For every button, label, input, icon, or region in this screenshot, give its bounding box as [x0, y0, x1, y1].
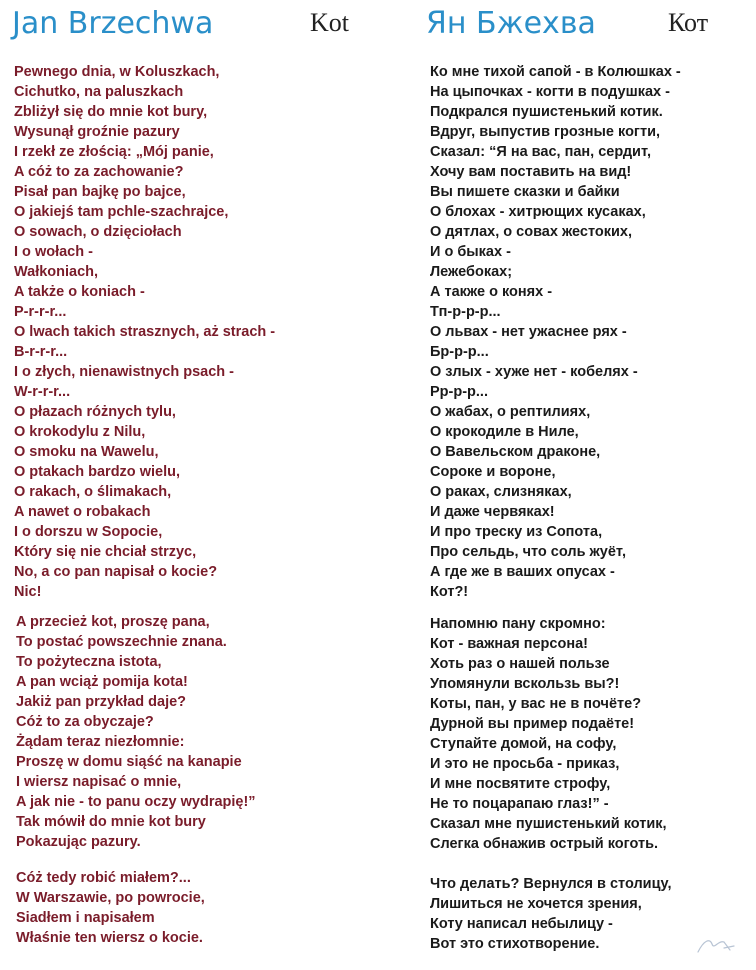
poem-line: A pan wciąż pomija kota! — [16, 674, 188, 690]
poem-line: И это не просьба - приказ, — [430, 756, 620, 772]
poem-line: A także o koniach - — [14, 284, 145, 300]
poem-line: O jakiejś tam pchle-szachrajce, — [14, 204, 229, 220]
signature-mark — [694, 934, 738, 958]
poem-line: О крокодиле в Ниле, — [430, 424, 579, 440]
poem-line: I wiersz napisać o mnie, — [16, 774, 182, 790]
poem-line: I o dorszu w Sopocie, — [14, 524, 163, 540]
poem-line: P-r-r-r... — [14, 304, 67, 320]
poem-line: Cóż tedy robić miałem?... — [16, 870, 191, 886]
russian-stanza-2 — [430, 614, 667, 854]
russian-author-name: Ян Бжехва — [426, 6, 596, 41]
poem-line: O rakach, o ślimakach, — [14, 484, 172, 500]
polish-stanza-3 — [16, 868, 205, 948]
russian-header — [428, 0, 748, 60]
poem-line: Вы пишете сказки и байки — [430, 184, 620, 200]
poem-line: Ко мне тихой сапой - в Колюшках - — [430, 64, 681, 80]
poem-line: Тп-р-р-р... — [430, 304, 501, 320]
poem-line: O smoku na Wawelu, — [14, 444, 159, 460]
polish-header — [12, 0, 372, 60]
poem-line: Siadłem i napisałem — [16, 910, 155, 926]
poem-line: О блохах - хитрющих кусаках, — [430, 204, 646, 220]
poem-line: Tak mówił do mnie kot bury — [16, 814, 206, 830]
poem-line: Proszę w domu siąść na kanapie — [16, 754, 242, 770]
poem-line: Zbliżył się do mnie kot bury, — [14, 104, 208, 120]
poem-line: O sowach, o dzięciołach — [14, 224, 182, 240]
poem-line: Сказал мне пушистенький котик, — [430, 816, 667, 832]
poem-line: Бр-р-р... — [430, 344, 489, 360]
poem-line: И мне посвятите строфу, — [430, 776, 611, 792]
polish-poem-title: Kot — [310, 8, 349, 37]
poem-line: I rzekł ze złością: „Mój panie, — [14, 144, 214, 160]
poem-line: O płazach różnych tylu, — [14, 404, 176, 420]
poem-line: Не то поцарапаю глаз!” - — [430, 796, 609, 812]
poem-line: B-r-r-r... — [14, 344, 68, 360]
russian-column — [426, 0, 748, 952]
poem-line: A nawet o robakach — [14, 504, 151, 520]
poem-line: Лишиться не хочется зрения, — [430, 896, 642, 912]
poem-line: I o złych, nienawistnych psach - — [14, 364, 234, 380]
poem-line: Wałkoniach, — [14, 264, 99, 280]
poem-line: A cóż to za zachowanie? — [14, 164, 184, 180]
poem-line: О дятлах, о совах жестоких, — [430, 224, 633, 240]
poem-line: А также о конях - — [430, 284, 553, 300]
poem-line: Cóż to za obyczaje? — [16, 714, 154, 730]
poem-line: Кот?! — [430, 584, 469, 600]
polish-stanza-1 — [14, 62, 275, 602]
poem-line: О жабах, о рептилиях, — [430, 404, 591, 420]
polish-column — [12, 0, 372, 946]
poem-line: Коты, пан, у вас не в почёте? — [430, 696, 642, 712]
poem-line: Cichutko, na paluszkach — [14, 84, 184, 100]
poem-line: Что делать? Вернулся в столицу, — [430, 876, 672, 892]
poem-line: O ptakach bardzo wielu, — [14, 464, 180, 480]
poem-line: На цыпочках - когти в подушках - — [430, 84, 670, 100]
poem-line: No, a co pan napisał o kocie? — [14, 564, 218, 580]
poem-line: И про треску из Сопота, — [430, 524, 603, 540]
poem-line: O krokodylu z Nilu, — [14, 424, 146, 440]
poem-line: Jakiż pan przykład daje? — [16, 694, 187, 710]
russian-stanza-1 — [430, 62, 681, 602]
poem-line: W Warszawie, po powrocie, — [16, 890, 205, 906]
poem-line: О раках, слизняках, — [430, 484, 572, 500]
russian-stanza-3 — [430, 874, 671, 954]
poem-line: To pożyteczna istota, — [16, 654, 162, 670]
poem-line: Pisał pan bajkę po bajce, — [14, 184, 186, 200]
poem-line: Вдруг, выпустив грозные когти, — [430, 124, 661, 140]
poem-line: Упомянули вскользь вы?! — [430, 676, 620, 692]
poem-line: Pokazując pazury. — [16, 834, 141, 850]
polish-stanza-2 — [16, 612, 256, 852]
poem-line: И даже червяках! — [430, 504, 555, 520]
poem-line: Вот это стихотворение. — [430, 936, 600, 952]
poem-line: Pewnego dnia, w Koluszkach, — [14, 64, 220, 80]
poem-line: Сказал: “Я на вас, пан, сердит, — [430, 144, 651, 160]
poem-line: Коту написал небылицу - — [430, 916, 613, 932]
poem-line: Wysunął groźnie pazury — [14, 124, 180, 140]
poem-line: W-r-r-r... — [14, 384, 71, 400]
poem-line: Сороке и вороне, — [430, 464, 556, 480]
poem-line: Ступайте домой, на софу, — [430, 736, 617, 752]
poem-line: O lwach takich strasznych, aż strach - — [14, 324, 276, 340]
poem-line: Który się nie chciał strzyc, — [14, 544, 197, 560]
polish-author-name: Jan Brzechwa — [12, 6, 214, 41]
poem-line: Рр-р-р... — [430, 384, 488, 400]
poem-line: Подкрался пушистенький котик. — [430, 104, 663, 120]
poem-line: Дурной вы пример подаёте! — [430, 716, 635, 732]
poem-line: И о быках - — [430, 244, 511, 260]
poem-line: О злых - хуже нет - кобелях - — [430, 364, 638, 380]
poem-line: A jak nie - to panu oczy wydrapię!” — [16, 794, 256, 810]
poem-line: А где же в ваших опусах - — [430, 564, 615, 580]
poem-line: Хоть раз о нашей пользе — [430, 656, 610, 672]
poem-line: Nic! — [14, 584, 42, 600]
poem-line: I o wołach - — [14, 244, 93, 260]
poem-line: О львах - нет ужаснее рях - — [430, 324, 627, 340]
poem-line: Хочу вам поставить на вид! — [430, 164, 632, 180]
poem-line: Слегка обнажив острый коготь. — [430, 836, 659, 852]
poem-line: Напомню пану скромно: — [430, 616, 606, 632]
poem-line: Про сельдь, что соль жуёт, — [430, 544, 626, 560]
poem-line: Кот - важная персона! — [430, 636, 588, 652]
poem-line: О Вавельском драконе, — [430, 444, 601, 460]
russian-poem-title: Кот — [668, 8, 709, 37]
poem-line: A przecież kot, proszę pana, — [16, 614, 210, 630]
poem-line: Właśnie ten wiersz o kocie. — [16, 930, 203, 946]
poem-line: Лежебоках; — [430, 264, 513, 280]
poem-line: Żądam teraz niezłomnie: — [16, 734, 185, 750]
poem-line: To postać powszechnie znana. — [16, 634, 227, 650]
